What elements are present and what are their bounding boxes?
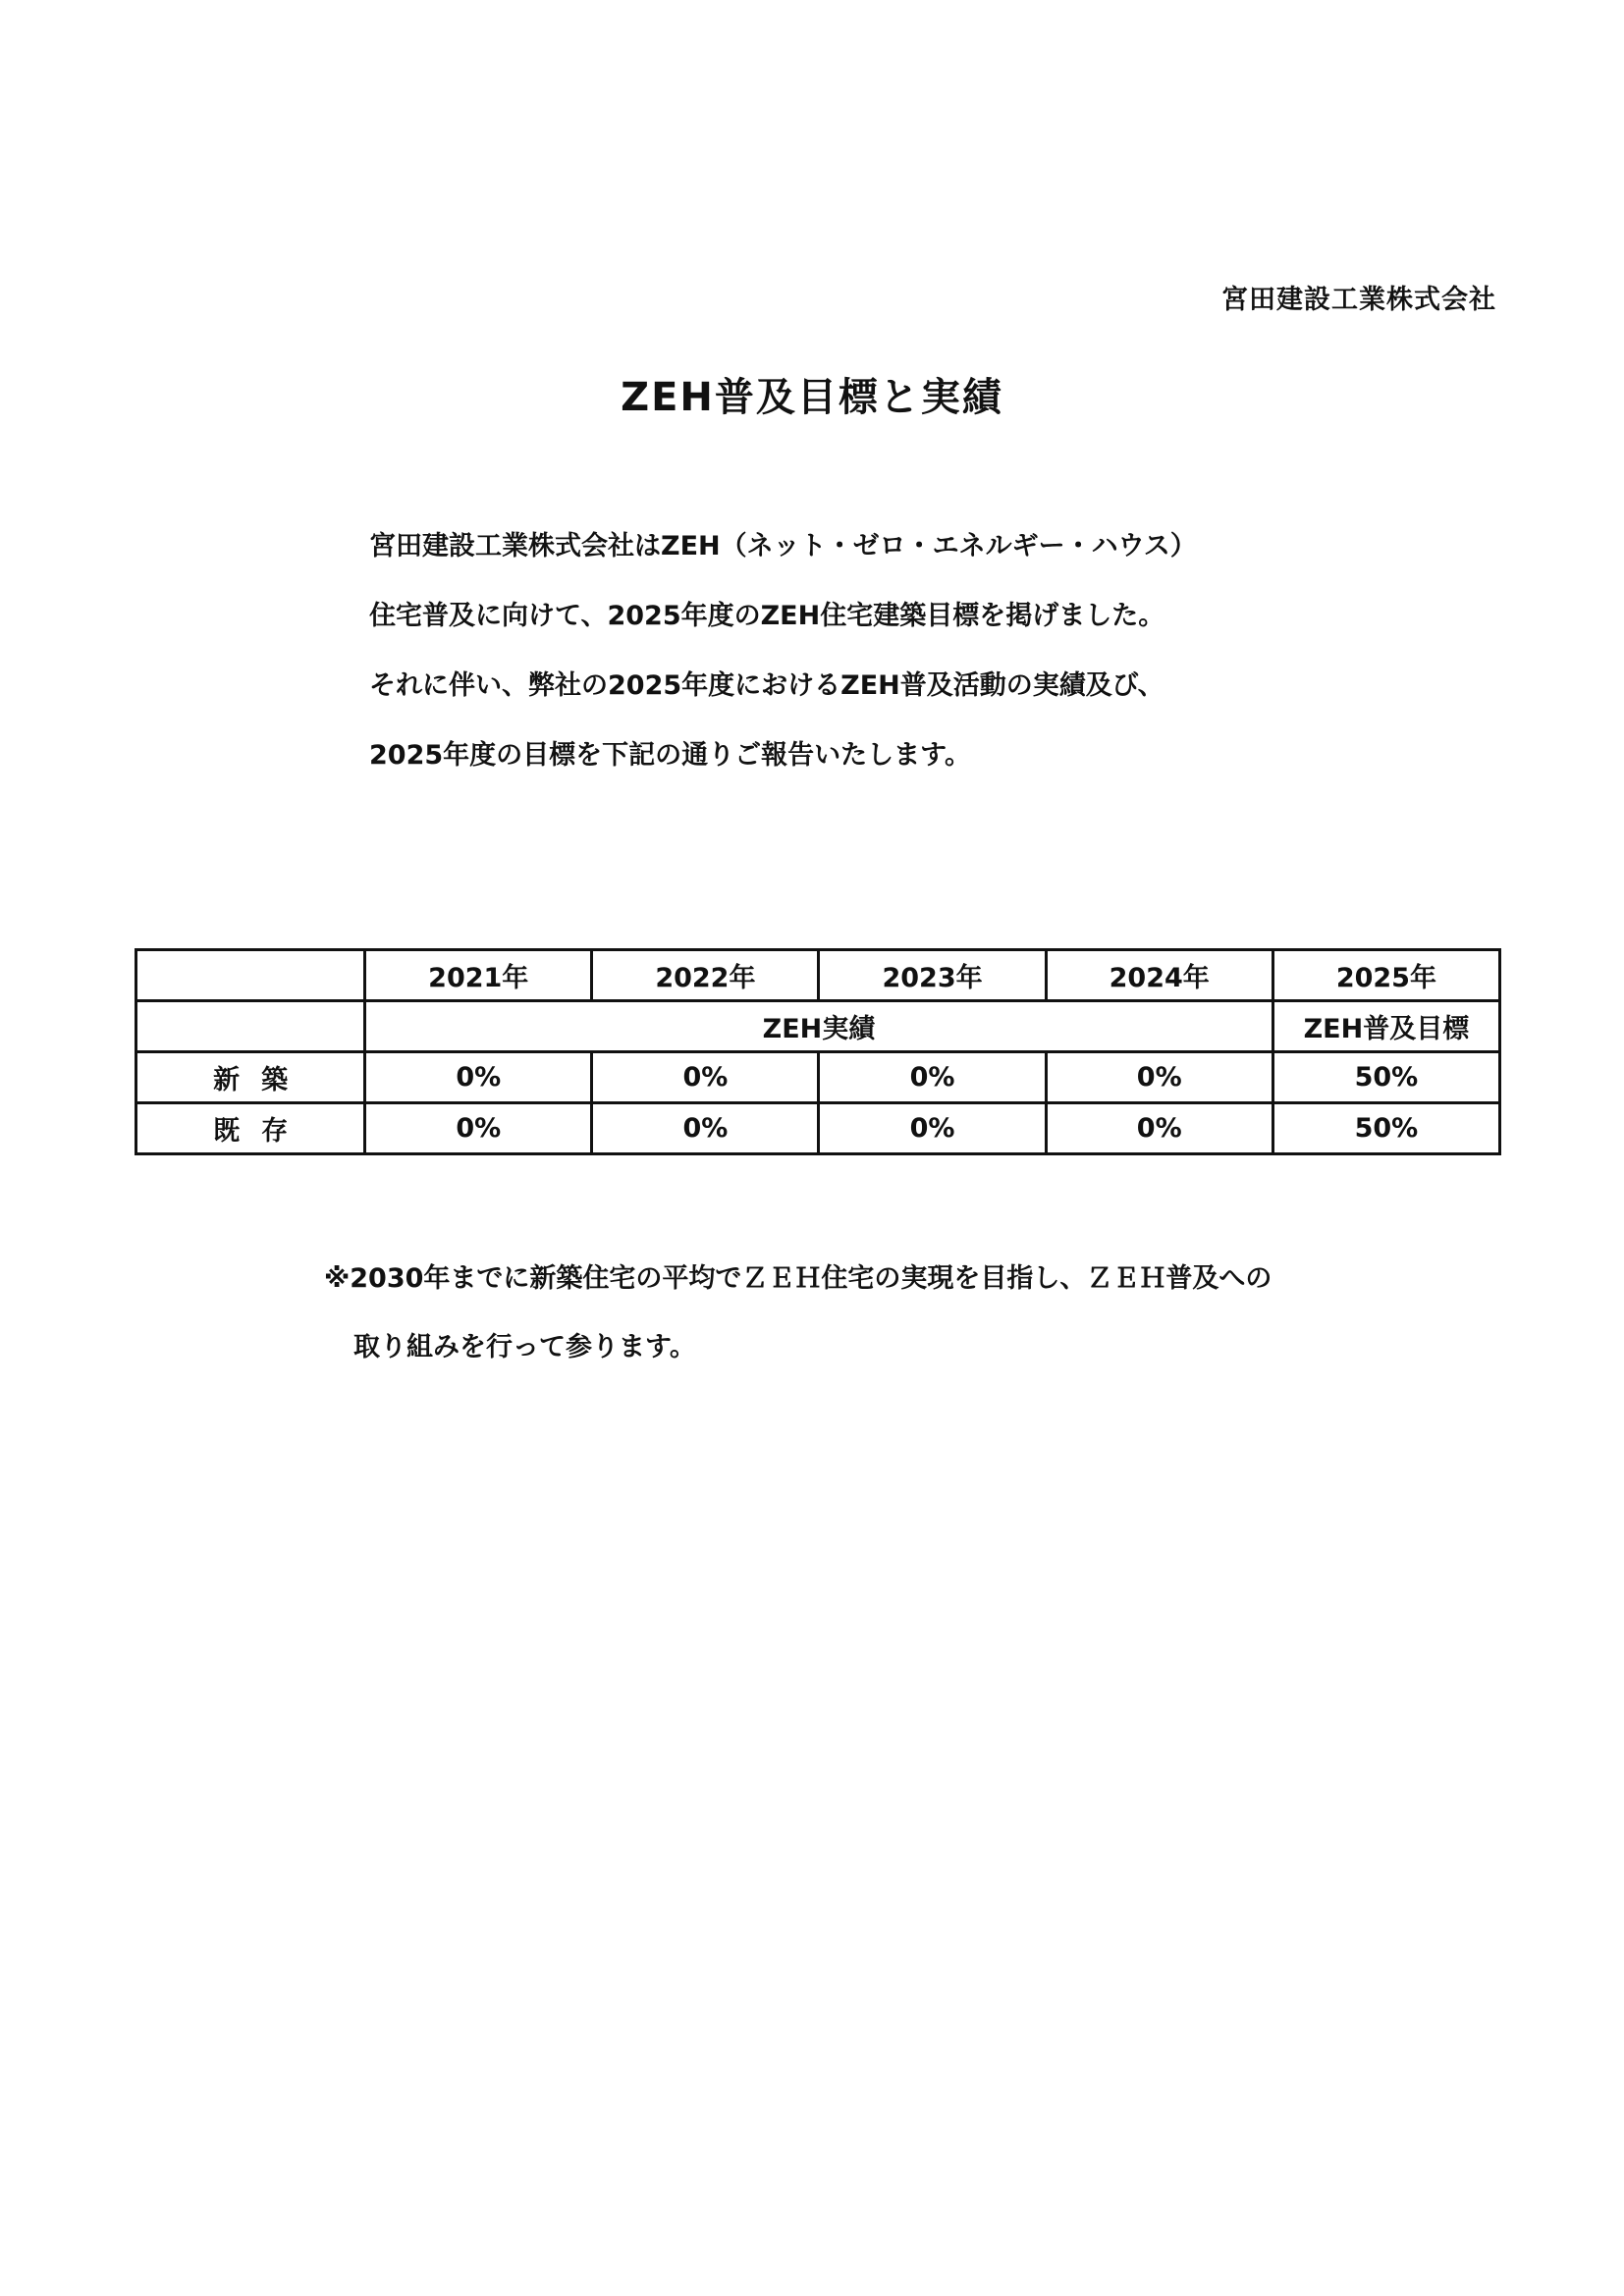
- table-cell: 50%: [1272, 1052, 1499, 1103]
- table-header-row: [136, 950, 1500, 1001]
- target-subheader: ZEH普及目標: [1272, 1001, 1499, 1052]
- table-cell: 0%: [819, 1052, 1046, 1103]
- year-header: 2022年: [592, 950, 819, 1001]
- zeh-results-table: [135, 948, 1501, 1155]
- table-cell: 0%: [592, 1052, 819, 1103]
- footnote-line: ※2030年までに新築住宅の平均でＺＥＨ住宅の実現を目指し、ＺＥＨ普及への: [324, 1263, 1272, 1294]
- intro-line: 住宅普及に向けて、2025年度のZEH住宅建築目標を掲げました。: [369, 601, 1165, 631]
- intro-line: 2025年度の目標を下記の通りご報告いたします。: [369, 740, 971, 771]
- page-title: ZEH普及目標と実績: [621, 375, 1003, 420]
- intro-line: それに伴い、弊社の2025年度におけるZEH普及活動の実績及び、: [369, 670, 1164, 701]
- results-subheader: ZEH実績: [365, 1001, 1273, 1052]
- table-cell: 50%: [1272, 1103, 1499, 1154]
- year-header: 2025年: [1272, 950, 1499, 1001]
- table-row: [136, 1103, 1500, 1154]
- row-label-new-build: 新築: [136, 1052, 365, 1103]
- table-cell: 0%: [1046, 1103, 1272, 1154]
- year-header: 2021年: [365, 950, 592, 1001]
- row-label-existing: 既存: [136, 1103, 365, 1154]
- table-corner-cell: [136, 950, 365, 1001]
- table-empty-cell: [136, 1001, 365, 1052]
- intro-paragraph: [369, 527, 1197, 806]
- company-name: 宮田建設工業株式会社: [1221, 285, 1496, 315]
- table-cell: 0%: [1046, 1052, 1272, 1103]
- table-cell: 0%: [819, 1103, 1046, 1154]
- table-subheader-row: [136, 1001, 1500, 1052]
- table-cell: 0%: [365, 1052, 592, 1103]
- footnote-line: 取り組みを行って参ります。: [353, 1332, 696, 1362]
- table-cell: 0%: [592, 1103, 819, 1154]
- table-cell: 0%: [365, 1103, 592, 1154]
- year-header: 2024年: [1046, 950, 1272, 1001]
- year-header: 2023年: [819, 950, 1046, 1001]
- table-row: [136, 1052, 1500, 1103]
- intro-line: 宮田建設工業株式会社はZEH（ネット・ゼロ・エネルギー・ハウス）: [369, 531, 1197, 561]
- footnote: [324, 1259, 1272, 1397]
